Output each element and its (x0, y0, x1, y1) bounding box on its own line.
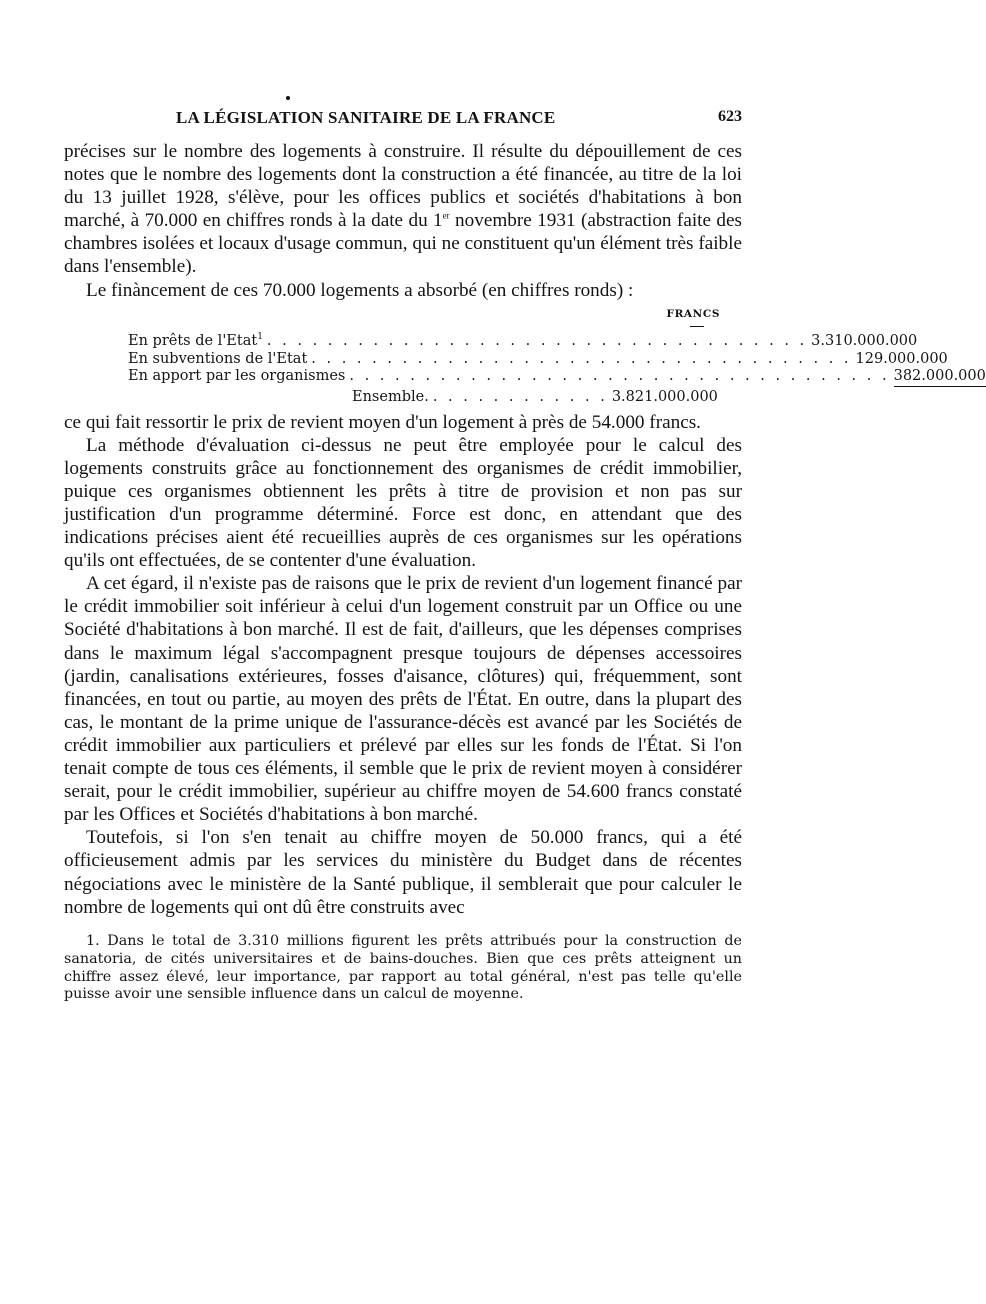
footnote-marker: 1. (86, 932, 100, 949)
print-dot (286, 96, 290, 100)
table-row (128, 350, 948, 369)
ordinal-superscript: er (442, 210, 450, 221)
financing-table (64, 306, 986, 407)
table-row (128, 332, 918, 351)
book-page (64, 96, 986, 1004)
footnote-ref: 1 (257, 332, 263, 343)
footnote (64, 933, 742, 1005)
paragraph-4: La méthode d'évaluation ci-dessus ne peut être employée pour le calcul des logements construits grâce au fonctionnement des organismes de crédit immobilier, puique ces organismes obtiennent les prêts à titre de provision et non pas sur justification d'un programme déterminé. Force est donc, en attendant que des indications précises aient été recueillies auprès de ces organismes sur les opérations qu'ils ont effectuées, de se contenter d'une évaluation. (64, 434, 742, 572)
page-number: 623 (718, 108, 742, 125)
row-label (128, 333, 263, 351)
paragraph-5: A cet égard, il n'existe pas de raisons que le prix de revient d'un logement financé par le crédit immobilier soit inférieur à celui d'un logement construit par un Office ou une Société d'habitations à bon marché. Il est de fait, d'ailleurs, que les dépenses comprises dans le maximum légal s'accompagnent presque toujours de dépenses accessoires (jardin, canalisations extérieures, fosses d'aisance, clôtures) qui, fréquemment, sont financées, en tout ou partie, au moyen des prêts de l'État. En outre, dans la plupart des cas, le montant de la prime unique de l'assurance-décès est avancé par les Sociétés de crédit immobilier aux particuliers et prélevé par elles sur les fonds de l'État. Si l'on tenait compte de tous ces éléments, il semble que le prix de revient moyen à considérer serait, pour le crédit immobilier, supérieur au chiffre moyen de 54.600 francs constaté par les Offices et Sociétés d'habitations à bon marché. (64, 573, 742, 826)
total-amount: 3.821.000.000 (611, 389, 718, 406)
paragraph-1-text: précises sur le nombre des logements à construire. Il résulte du dépouillement de ces notes que le nombre des logements dont la construction a été financée, au titre de la loi du 13 juillet 1928, s'élève, pour les offices publics et sociétés d'habitations à bon marché, à 70.000 en chiffres ronds à la date du 1 (64, 141, 742, 232)
table-row (128, 368, 986, 387)
row-label: En subventions de l'Etat (128, 350, 308, 367)
unit-rule (690, 326, 704, 327)
paragraph-1 (64, 140, 742, 279)
footnote-text: Dans le total de 3.310 millions figurent les prêts attribués pour la construction de sanatoria, de cités universitaires et de bains-douches. Bien que ces prêts atteignent un chiffre assez élevé, leur importance, par rapport au total général, n'est pas telle qu'elle puisse avoir une sensible influence dans un calcul de moyenne. (64, 932, 742, 1003)
dot-leader: . . . . . . . . . . . . . . . . . . . . . . . . . . . . . . . . . . . . (266, 333, 808, 350)
table-total-row (352, 389, 718, 407)
row-amount: 129.000.000 (855, 350, 948, 367)
running-title: LA LÉGISLATION SANITAIRE DE LA FRANCE (176, 108, 556, 127)
total-label: Ensemble. (352, 389, 429, 406)
running-head (64, 96, 742, 140)
dot-leader: . . . . . . . . . . . . . . . . . . . . . . . . . . . . . . . . . . . . (311, 350, 852, 367)
paragraph-1-end: novembre 1931 (abstraction faite des chambres isolées et locaux d'usage commun, qui ne constituent qu'un élément très faible dans l'ensemble). (64, 210, 742, 278)
row-label: En apport par les organismes (128, 368, 346, 385)
paragraph-3: ce qui fait ressortir le prix de revient moyen d'un logement à près de 54.000 francs. (64, 411, 701, 433)
dot-leader: . . . . . . . . . . . . (432, 389, 608, 406)
row-amount: 3.310.000.000 (811, 333, 918, 350)
paragraph-6: Toutefois, si l'on s'en tenait au chiffre moyen de 50.000 francs, qui a été officieusement admis par les services du ministère du Budget dans de récentes négociations avec le ministère de la Santé publique, il semblerait que pour calculer le nombre de logements qui ont dû être construits avec (64, 827, 742, 918)
paragraph-2: Le finàncement de ces 70.000 logements a absorbé (en chiffres ronds) : (86, 279, 634, 301)
dot-leader: . . . . . . . . . . . . . . . . . . . . . . . . . . . . . . . . . . . . (349, 368, 890, 385)
row-label-text: En prêts de l'Etat (128, 333, 258, 350)
table-unit-header: FRANCS (666, 307, 720, 320)
row-amount: 382.000.000 (894, 368, 986, 387)
